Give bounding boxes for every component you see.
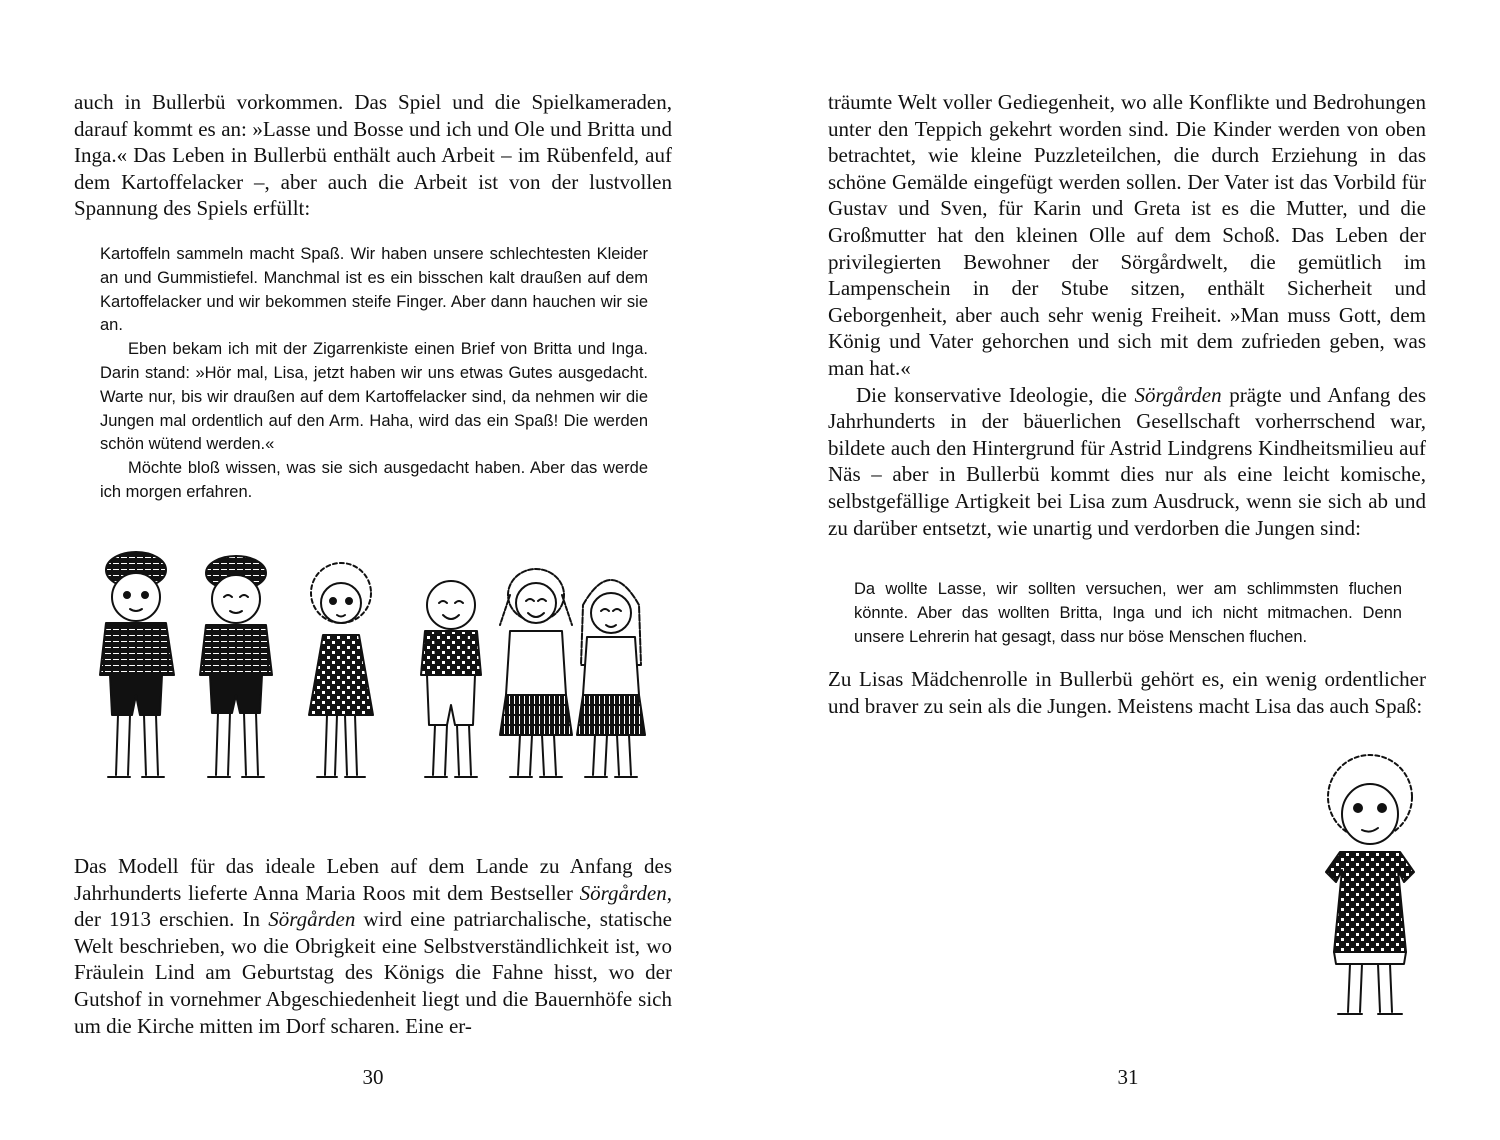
girl-figure: [500, 569, 572, 777]
right-quote-block: [854, 578, 1402, 649]
right-main-text: [828, 89, 1426, 541]
left-intro-paragraph: auch in Bullerbü vorkommen. Das Spiel und die Spielkameraden, darauf kommt es an: »Lasse und Bosse und ich und Ole und Britta und Inga.« Das Leben in Bullerbü enthält auch Arbeit – im Rübenfeld, auf dem Kartoffelacker –, aber auch die Arbeit ist von der lustvollen Spannung des Spiels erfüllt:: [74, 90, 672, 221]
right-page: [750, 0, 1500, 1140]
page-number: 30: [362, 1065, 384, 1089]
book-title: Sörgården: [1134, 382, 1222, 407]
quote-paragraph: Möchte bloß wissen, was sie sich ausgedacht haben. Aber das werde ich morgen erfahren.: [100, 459, 648, 501]
quote-paragraph: Kartoffeln sammeln macht Spaß. Wir haben unsere schlechtesten Kleider an und Gummistiefel. Manchmal ist es ein bisschen kalt draußen auf dem Kartoffelacker und wir bekommen steife Finger. Aber dann hauchen wir sie an.: [100, 245, 648, 335]
lisa-illustration: [1310, 752, 1430, 1027]
quote-paragraph: Eben bekam ich mit der Zigarrenkiste einen Brief von Britta und Inga. Darin stand: »Hör mal, Lisa, jetzt haben wir uns etwas Gutes ausgedacht. Warte nur, bis wir draußen auf dem Kartoffelacker sind, da nehmen wir die Jungen mal ordentlich auf den Arm. Haha, wird das ein Spaß! Die werden schön wütend werden.«: [100, 340, 648, 454]
boy-figure: [421, 581, 481, 777]
book-title: Sörgården: [268, 907, 356, 932]
children-group-illustration: [96, 535, 656, 800]
boy-figure: [100, 552, 174, 777]
paragraph: träumte Welt voller Gediegenheit, wo alle Konflikte und Bedrohungen unter den Teppich gekehrt worden sind. Die Kinder werden von oben betrachtet, wie kleine Puzzleteilchen, die durch Erziehung in das schöne Gemälde eingefügt werden sollen. Der Vater ist das Vorbild für Gustav und Sven, für Karin und Greta ist es die Mutter, und die Großmutter hat den kleinen Olle auf dem Schoß. Das Leben der privilegierten Bewohner der Sörgårdwelt, die gemütlich im Lampenschein in der Stube sitzen, enthält Sicherheit und Geborgenheit, aber auch sehr wenig Freiheit. »Man muss Gott, dem König und Vater gehorchen und sich mit dem zufrieden geben, was man hat.«: [828, 90, 1426, 380]
quote-paragraph: Da wollte Lasse, wir sollten versuchen, wer am schlimmsten fluchen könnte. Aber das wollten Britta, Inga und ich nicht mitmachen. Denn unsere Lehrerin hat gesagt, dass nur böse Menschen fluchen.: [854, 580, 1402, 646]
page-number: 31: [1117, 1065, 1139, 1089]
left-quote-block: [100, 243, 648, 505]
paragraph: Die konservative Ideologie, die Sörgården prägte und Anfang des Jahrhunderts in der bäuerlichen Gesellschaft vorherrschend war, bildete auch den Hintergrund für Astrid Lindgrens Kindheitsmilieu auf Näs – aber in Bullerbü kommt dies nur als eine leicht komische, selbstgefällige Artigkeit bei Lisa zum Ausdruck, wenn sie sich ab und zu darüber entsetzt, wie unartig und verdorben die Jungen sind:: [828, 382, 1426, 540]
girl-figure: [577, 580, 645, 777]
right-closing-paragraph: Zu Lisas Mädchenrolle in Bullerbü gehört es, ein wenig ordentlicher und braver zu sein als die Jungen. Meistens macht Lisa das auch Spaß:: [828, 667, 1426, 718]
left-closing-paragraph: Das Modell für das ideale Leben auf dem Lande zu Anfang des Jahrhunderts lieferte Anna Maria Roos mit dem Bestseller Sörgården, der 1913 erschien. In Sörgården wird eine patriarchalische, statische Welt beschrieben, wo die Obrigkeit eine Selbstverständlichkeit ist, wo Fräulein Lind am Geburtstag des Königs die Fahne hisst, wo der Gutshof in vornehmer Abgeschiedenheit liegt und die Bauernhöfe sich um die Kirche mitten im Dorf scharen. Eine er-: [74, 854, 672, 1038]
book-title: Sörgården: [579, 880, 667, 905]
boy-figure: [200, 556, 272, 777]
girl-figure: [309, 563, 373, 777]
